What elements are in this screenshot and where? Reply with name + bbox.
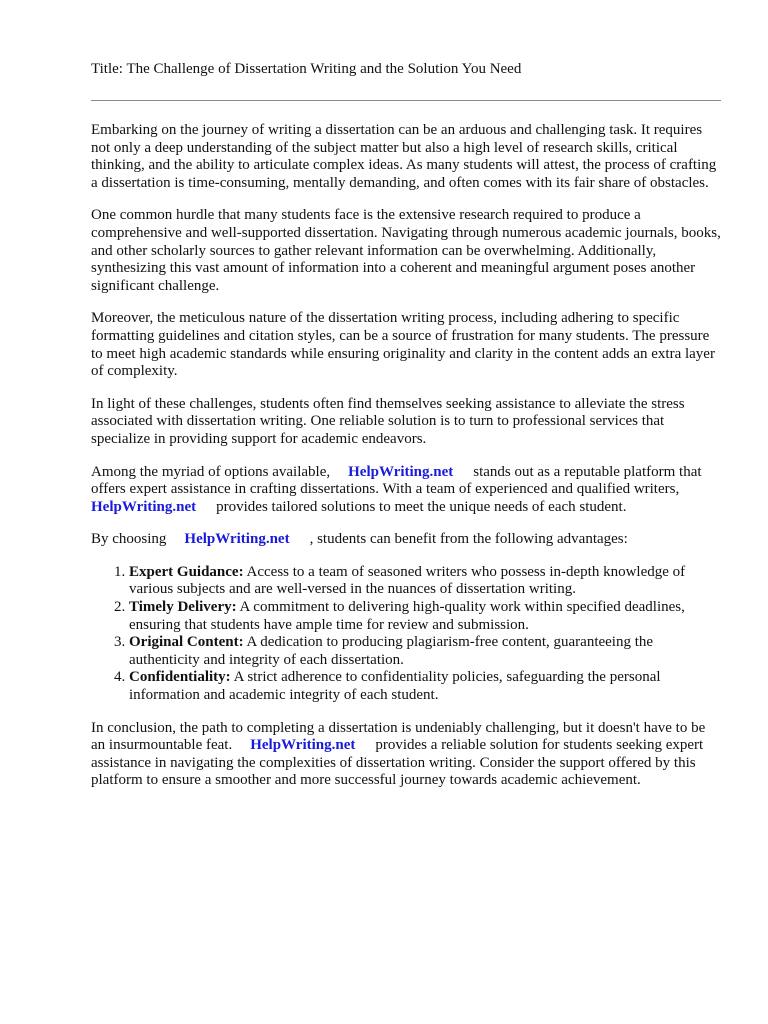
document-title: Title: The Challenge of Dissertation Writing and the Solution You Need: [91, 61, 522, 77]
document-body: [91, 122, 723, 805]
helpwriting-link-4[interactable]: HelpWriting.net: [250, 737, 356, 754]
paragraph-options-text-b: stands out as a reputable platform that offers expert assistance in crafting dissertations. With a team of experienced and qualified writers,: [91, 463, 702, 498]
paragraph-options-text-c: provides tailored solutions to meet the unique needs of each student.: [216, 498, 627, 515]
helpwriting-link-1[interactable]: HelpWriting.net: [348, 463, 454, 480]
paragraph-research: One common hurdle that many students face is the extensive research required to produce a comprehensive and well-supported dissertation. Navigating through numerous academic journals, books, and other scholarly sources to gather relevant information can be overwhelming. Additionally, synthesizing this vast amount of information into a coherent and meaningful argument poses another significant challenge.: [91, 207, 721, 294]
advantage-label: Timely Delivery:: [129, 599, 237, 616]
advantage-text: A commitment to delivering high-quality work within specified deadlines, ensuring that students have ample time for review and submission.: [129, 599, 685, 633]
list-item: [129, 599, 723, 634]
paragraph-choosing-text-b: , students can benefit from the following advantages:: [309, 531, 628, 548]
list-item: [129, 669, 723, 704]
advantage-text: A strict adherence to confidentiality policies, safeguarding the personal information and academic integrity of each student.: [129, 669, 661, 704]
helpwriting-link-3[interactable]: HelpWriting.net: [184, 531, 290, 548]
advantages-list: [91, 564, 723, 705]
paragraph-formatting: Moreover, the meticulous nature of the dissertation writing process, including adhering to specific formatting guidelines and citation styles, can be a source of frustration for many students. The pressure to meet high academic standards while ensuring originality and clarity in the content adds an extra layer of complexity.: [91, 310, 715, 380]
paragraph-conclusion-text-b: provides a reliable solution for students seeking expert assistance in navigating the complexities of dissertation writing. Consider the support offered by this platform to ensure a smoother and more successful journey towards academic achievement.: [91, 737, 704, 789]
title-divider: [91, 100, 721, 101]
paragraph-choosing: [91, 531, 723, 549]
advantage-label: Expert Guidance:: [129, 563, 244, 580]
advantage-label: Original Content:: [129, 634, 244, 651]
list-item: [129, 564, 723, 599]
advantage-text: Access to a team of seasoned writers who possess in-depth knowledge of various subjects and are well-versed in the nuances of dissertation writing.: [129, 563, 686, 598]
paragraph-assistance: In light of these challenges, students often find themselves seeking assistance to alleviate the stress associated with dissertation writing. One reliable solution is to turn to professional services that specialize in providing support for academic endeavors.: [91, 395, 685, 447]
paragraph-options-text-a: Among the myriad of options available,: [91, 463, 331, 480]
helpwriting-link-2[interactable]: HelpWriting.net: [91, 498, 197, 515]
list-item: [129, 634, 723, 669]
paragraph-intro: Embarking on the journey of writing a dissertation can be an arduous and challenging task. It requires not only a deep understanding of the subject matter but also a high level of research skills, critical thinking, and the ability to articulate complex ideas. As many students will attest, the process of crafting a dissertation is time-consuming, mentally demanding, and often comes with its fair share of obstacles.: [91, 122, 717, 191]
paragraph-conclusion-text-a: In conclusion, the path to completing a dissertation is undeniably challenging, but it doesn't have to be an insurmountable feat.: [91, 719, 706, 754]
advantage-text: A dedication to producing plagiarism-free content, guaranteeing the authenticity and integrity of each dissertation.: [129, 634, 654, 668]
paragraph-choosing-text-a: By choosing: [91, 531, 167, 548]
paragraph-options: [91, 464, 723, 517]
paragraph-conclusion: [91, 720, 723, 790]
advantage-label: Confidentiality:: [129, 669, 231, 686]
